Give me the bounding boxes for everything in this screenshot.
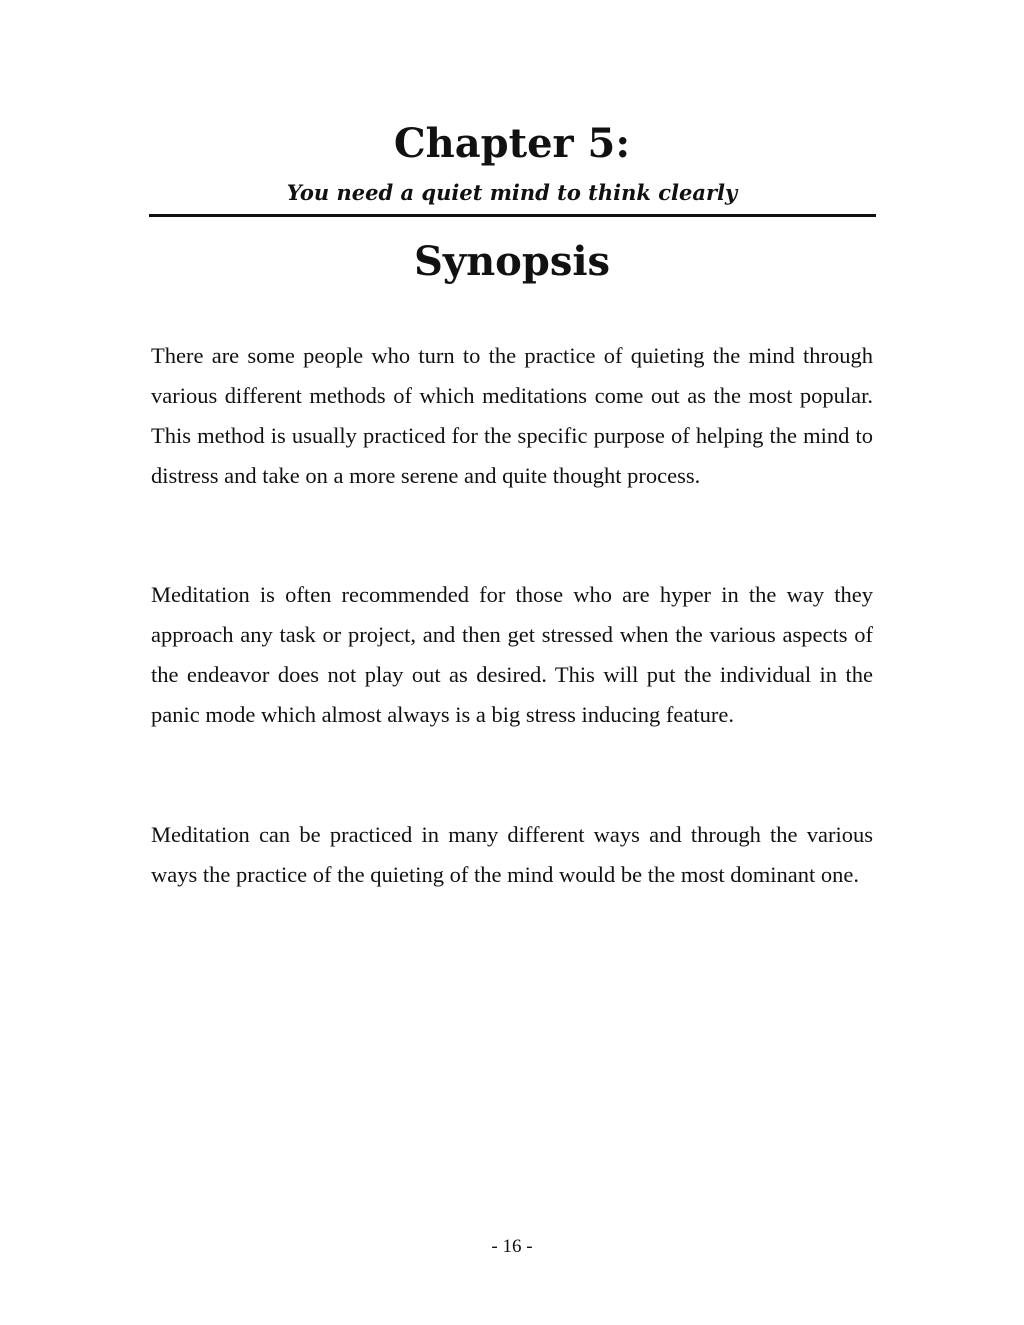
title-divider (149, 214, 876, 217)
body-paragraph-3: Meditation can be practiced in many different ways and through the various ways the practice of the quieting of the mind would be the most dominant one. (151, 822, 873, 887)
body-paragraph-2: Meditation is often recommended for those who are hyper in the way they approach any task or project, and then get stressed when the various aspects of the endeavor does not play out as desired. This will put the individual in the panic mode which almost always is a big stress inducing feature. (151, 582, 873, 727)
section-title: Synopsis (413, 238, 611, 285)
chapter-subtitle: You need a quiet mind to think clearly (286, 180, 738, 205)
page-number: - 16 - (491, 1236, 533, 1257)
body-paragraph-1: There are some people who turn to the practice of quieting the mind through various different methods of which meditations come out as the most popular. This method is usually practiced for the specific purpose of helping the mind to distress and take on a more serene and quite thought process. (151, 343, 873, 488)
chapter-title: Chapter 5: (393, 120, 631, 167)
